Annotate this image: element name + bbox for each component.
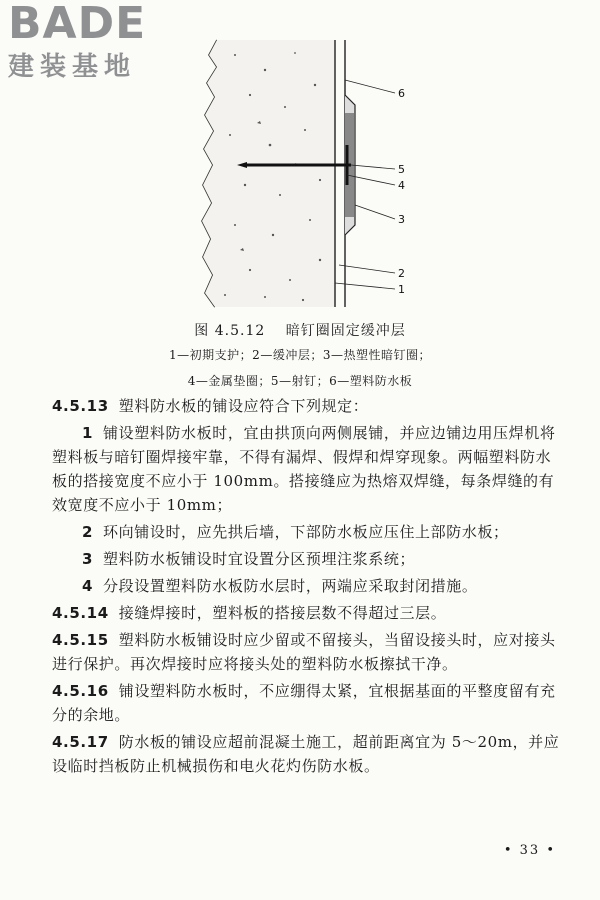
logo-mark: BADE [8,0,147,49]
item-number: 1 [82,424,94,442]
item-number: 2 [82,523,94,541]
item-text: 环向铺设时，应先拱后墙，下部防水板应压住上部防水板； [103,523,509,541]
callout-2: 2 [398,267,405,280]
item-text: 铺设塑料防水板时，宜由拱顶向两侧展铺，并应边铺边用压焊机将塑料板与暗钉圈焊接牢靠，不得有漏焊、假焊和焊穿现象。两幅塑料防水板的搭接宽度不应小于 100mm。搭接缝应为热熔双焊缝，每条焊缝的有效宽度不应小于 10mm； [52,424,556,514]
clause-text: 塑料防水板的铺设应符合下列规定： [118,397,369,415]
clause-4-5-13 [52,394,562,418]
clause-text: 防水板的铺设应超前混凝土施工，超前距离宜为 5～20m，并应设临时挡板防止机械损伤和电火花灼伤防水板。 [52,733,560,775]
clause-text: 接缝焊接时，塑料板的搭接层数不得超过三层。 [118,604,447,622]
body-text [52,394,562,778]
item-text: 塑料防水板铺设时宜设置分区预埋注浆系统； [103,550,416,568]
figure-legend-line-1: 1—初期支护；2—缓冲层；3—热塑性暗钉圈； [169,348,431,362]
clause-4-5-14 [52,601,562,625]
clause-item-2 [52,520,562,544]
item-number: 4 [82,577,94,595]
callout-1: 1 [398,283,405,296]
clause-number: 4.5.13 [52,397,109,415]
logo-subtitle: 建装基地 [8,52,137,82]
clause-number: 4.5.14 [52,604,109,622]
clause-item-1 [52,421,562,517]
clause-number: 4.5.15 [52,631,109,649]
primary-support-layer [202,40,335,307]
logo [8,2,188,92]
callout-5: 5 [398,163,405,176]
clause-4-5-16 [52,679,562,727]
clause-text: 塑料防水板铺设时应少留或不留接头，当留设接头时，应对接头进行保护。再次焊接时应将接头处的塑料防水板擦拭干净。 [52,631,556,673]
page-number: • 33 • [503,843,556,858]
callout-3: 3 [398,213,405,226]
item-number: 3 [82,550,94,568]
clause-4-5-17 [52,730,562,778]
figure-caption: 图 4.5.12 暗钉圈固定缓冲层 [194,323,406,339]
callout-6: 6 [398,87,405,100]
callout-4: 4 [398,179,405,192]
clause-item-3 [52,547,562,571]
clause-number: 4.5.17 [52,733,109,751]
clause-4-5-15 [52,628,562,676]
figure-legend-line-2: 4—金属垫圈；5—射钉；6—塑料防水板 [187,374,413,388]
clause-text: 铺设塑料防水板时，不应绷得太紧，宜根据基面的平整度留有充分的余地。 [52,682,556,724]
clause-item-4 [52,574,562,598]
item-text: 分段设置塑料防水板防水层时，两端应采取封闭措施。 [103,577,478,595]
clause-number: 4.5.16 [52,682,109,700]
figure-diagram [195,35,425,315]
